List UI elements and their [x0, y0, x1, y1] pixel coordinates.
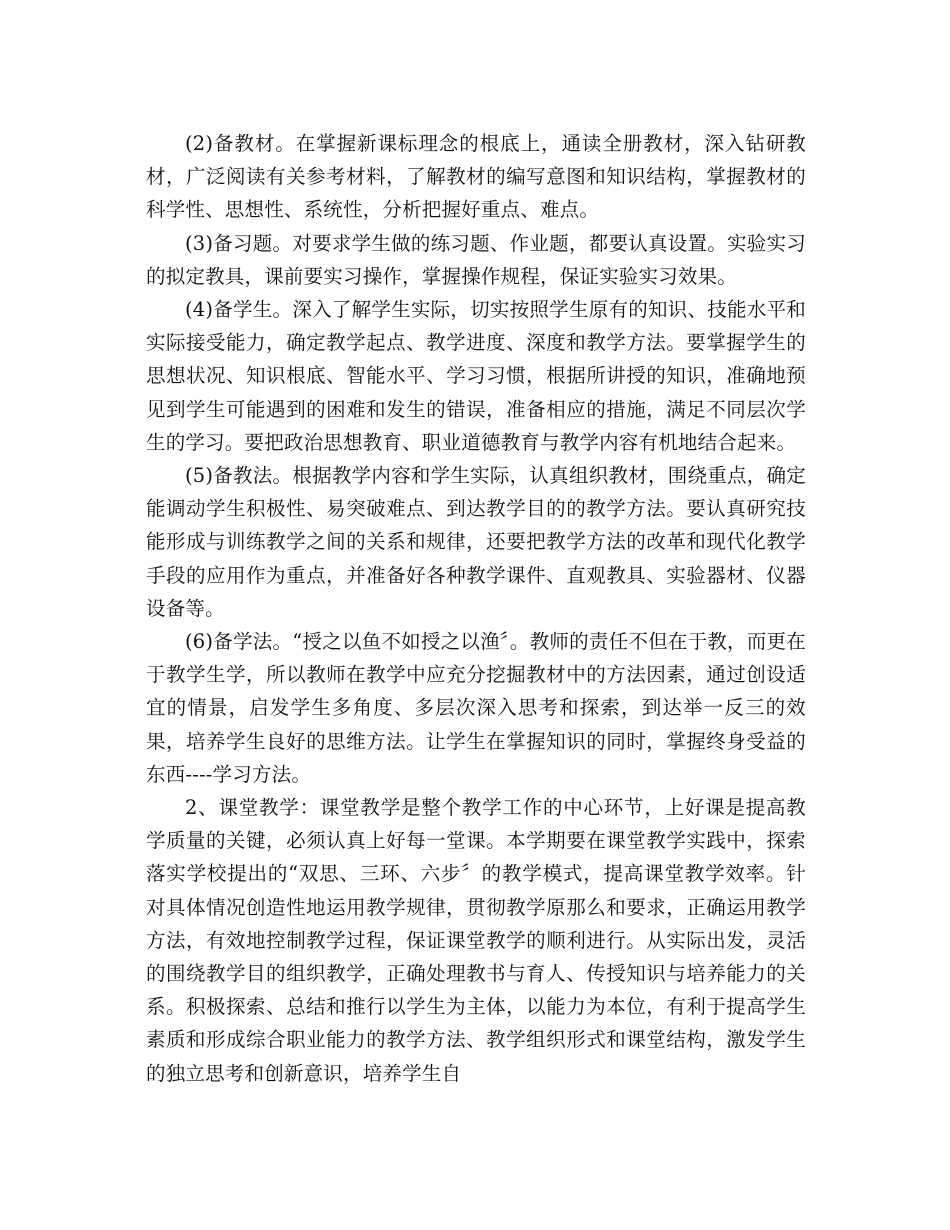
- paragraph-prepare-students: (4)备学生。深入了解学生实际，切实按照学生原有的知识、技能水平和实际接受能力，确定教学起点、教学进度、深度和教学方法。要掌握学生的思想状况、知识根底、智能水平、学习习惯，根据所讲授的知识，准确地预见到学生可能遇到的困难和发生的错误，准备相应的措施，满足不同层次学生的学习。要把政治思想教育、职业道德教育与教学内容有机地结合起来。: [146, 298, 806, 454]
- paragraph-prepare-textbook: (2)备教材。在掌握新课标理念的根底上，通读全册教材，深入钻研教材，广泛阅读有关参考材料，了解教材的编写意图和知识结构，掌握教材的科学性、思想性、系统性，分析把握好重点、难点。: [146, 132, 806, 222]
- document-body: [146, 127, 806, 1090]
- paragraph-prepare-learning-methods: (6)备学法。“授之以鱼不如授之以渔〞。教师的责任不但在于教，而更在于教学生学，所以教师在教学中应充分挖掘教材中的方法因素，通过创设适宜的情景，启发学生多角度、多层次深入思考和探索，到达举一反三的效果，培养学生良好的思维方法。让学生在掌握知识的同时，掌握终身受益的东西----学习方法。: [146, 630, 806, 786]
- paragraph-prepare-teaching-methods: (5)备教法。根据教学内容和学生实际，认真组织教材，围绕重点，确定能调动学生积极性、易突破难点、到达教学目的的教学方法。要认真研究技能形成与训练教学之间的关系和规律，还要把教学方法的改革和现代化教学手段的应用作为重点，并准备好各种教学课件、直观教具、实验器材、仪器设备等。: [146, 464, 806, 620]
- paragraph-classroom-teaching: 2、课堂教学：课堂教学是整个教学工作的中心环节，上好课是提高教学质量的关键，必须认真上好每一堂课。本学期要在课堂教学实践中，探索落实学校提出的“双思、三环、六步〞的教学模式，提高课堂教学效率。针对具体情况创造性地运用教学规律，贯彻教学原那么和要求，正确运用教学方法，有效地控制教学过程，保证课堂教学的顺利进行。从实际出发，灵活的围绕教学目的组织教学，正确处理教书与育人、传授知识与培养能力的关系。积极探索、总结和推行以学生为主体，以能力为本位，有利于提高学生素质和形成综合职业能力的教学方法、教学组织形式和课堂结构，激发学生的独立思考和创新意识，培养学生自: [146, 796, 806, 1085]
- paragraph-prepare-exercises: (3)备习题。对要求学生做的练习题、作业题，都要认真设置。实验实习的拟定教具，课前要实习操作，掌握操作规程，保证实验实习效果。: [146, 231, 806, 288]
